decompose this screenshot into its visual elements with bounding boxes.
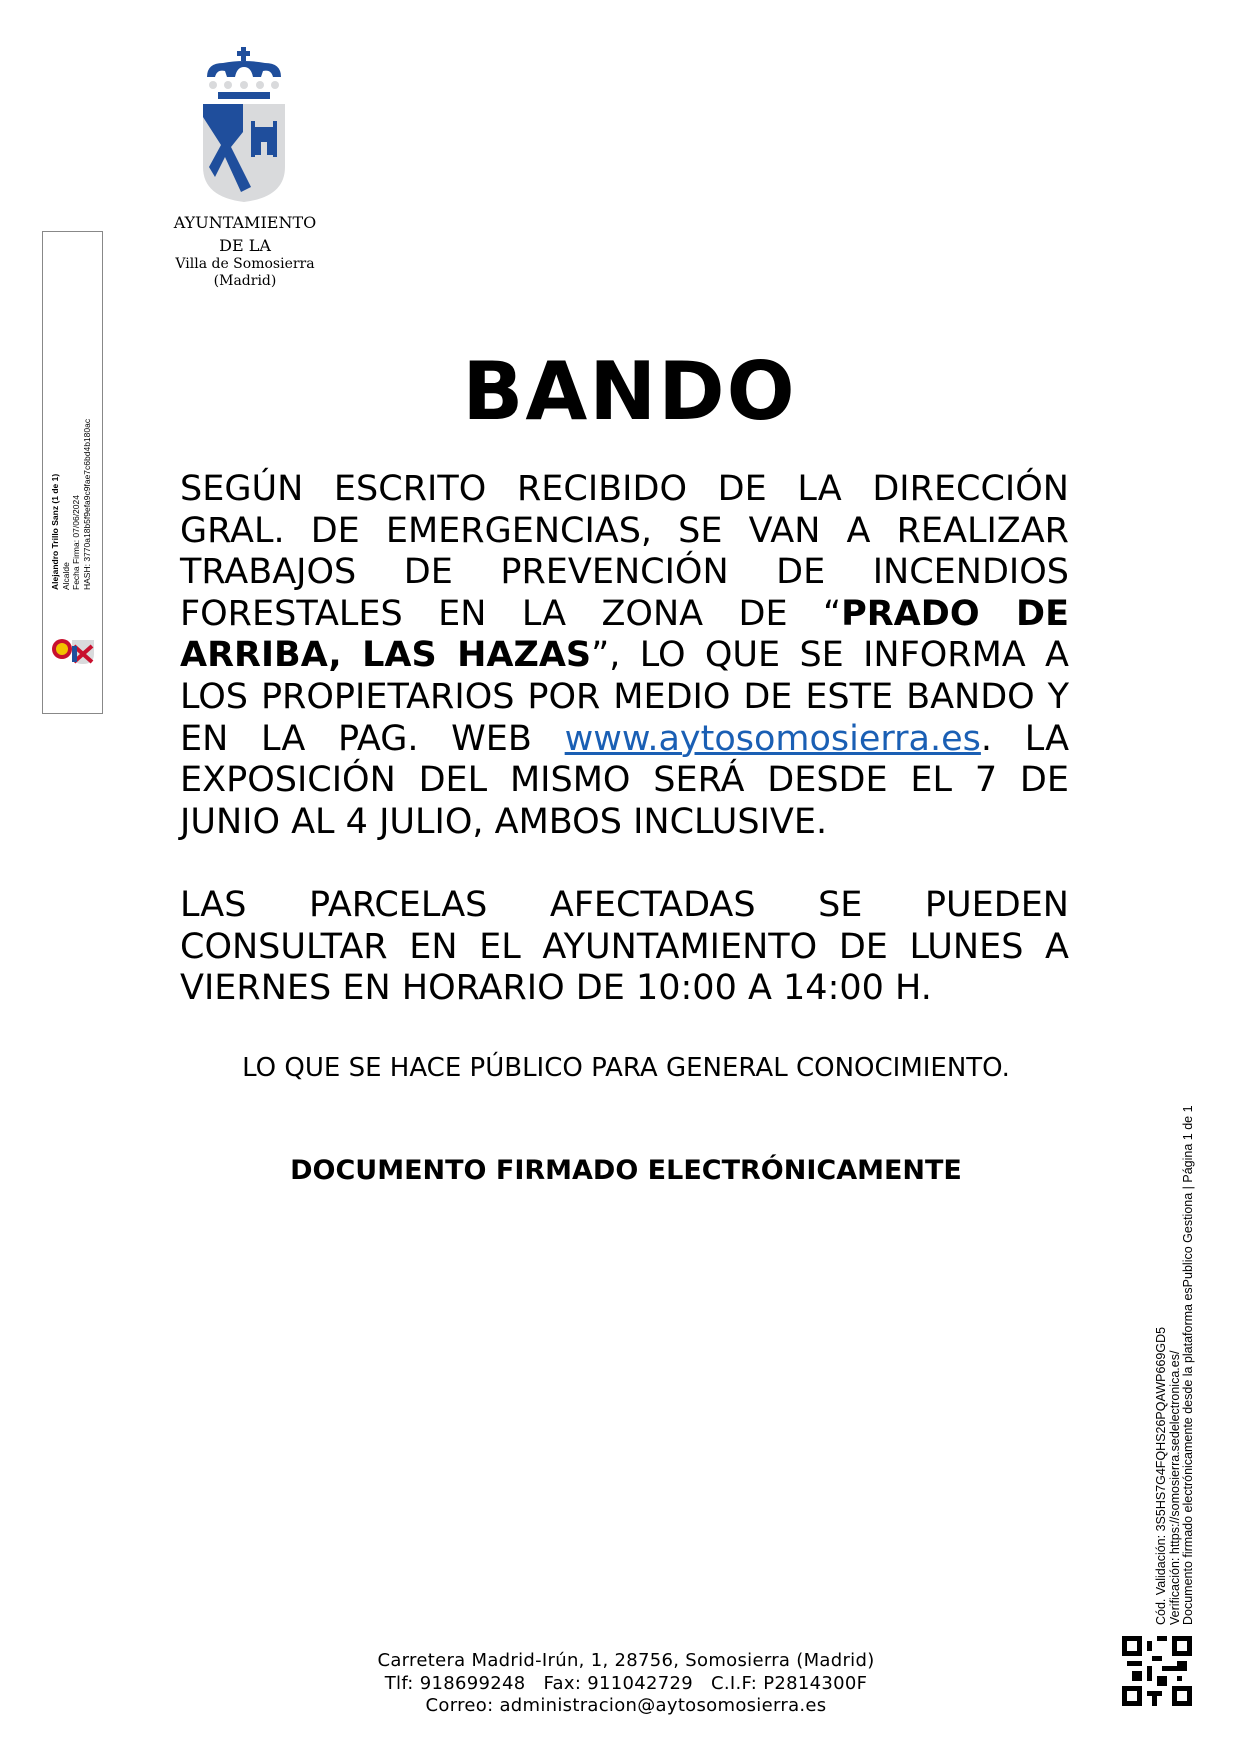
municipality-line3: Villa de Somosierra bbox=[175, 256, 315, 272]
page-title: BANDO bbox=[462, 345, 797, 438]
verification-url: Verificación: https://somosierra.sedelectronica.es/ bbox=[1167, 1350, 1182, 1625]
signature-box bbox=[42, 231, 103, 714]
website-link[interactable]: www.aytosomosierra.es bbox=[564, 718, 981, 759]
zone-name: PRADO DE ARRIBA, LAS HAZAS bbox=[180, 593, 1069, 676]
footer-address: Carretera Madrid-Irún, 1, 28756, Somosierra (Madrid) bbox=[377, 1650, 875, 1671]
signature-hash: HASH: 3770a18b5f9efa9c9fae7c6bd4b180ac bbox=[81, 418, 92, 590]
paragraph-2: LAS PARCELAS AFECTADAS SE PUEDEN CONSULTAR EN EL AYUNTAMIENTO DE LUNES A VIERNES EN HORARIO DE 10:00 A 14:00 H. bbox=[180, 885, 1069, 1009]
footer-contact: Tlf: 918699248 Fax: 911042729 C.I.F: P2814300F bbox=[384, 1672, 868, 1694]
municipality-line1: AYUNTAMIENTO bbox=[173, 213, 317, 232]
footer bbox=[0, 1650, 1241, 1718]
verification-text bbox=[1155, 1105, 1196, 1625]
signer-name: Alejandro Trillo Sanz (1 de 1) bbox=[50, 473, 60, 590]
signature-date: Fecha Firma: 07/06/2024 bbox=[71, 495, 81, 590]
signature-text bbox=[50, 419, 92, 590]
paragraph-1-text-3: . LA EXPOSICIÓN DEL MISMO SERÁ DESDE EL 7 DE JUNIO AL 4 JULIO, AMBOS INCLUSIVE. bbox=[180, 718, 1070, 842]
paragraph-1-text-2: ”, LO QUE SE INFORMA A LOS PROPIETARIOS POR MEDIO DE ESTE BANDO Y EN LA PAG. WEB bbox=[180, 635, 1069, 759]
platform-note: Documento firmado electrónicamente desde la plataforma esPublico Gestiona | Página 1 de 1 bbox=[1181, 1105, 1195, 1625]
qr-code-icon bbox=[1122, 1636, 1192, 1706]
municipality-line2: DE LA bbox=[219, 236, 271, 255]
signer-role: Alcalde bbox=[60, 562, 71, 590]
paragraph-1 bbox=[180, 469, 1069, 843]
footer-email: Correo: administracion@aytosomosierra.es bbox=[425, 1695, 827, 1716]
signature-seal-icon bbox=[50, 632, 96, 666]
signed-notice: DOCUMENTO FIRMADO ELECTRÓNICAMENTE bbox=[290, 1155, 962, 1186]
municipality-line4: (Madrid) bbox=[213, 273, 277, 289]
public-notice: LO QUE SE HACE PÚBLICO PARA GENERAL CONOCIMIENTO. bbox=[242, 1053, 1010, 1083]
paragraph-1-text: SEGÚN ESCRITO RECIBIDO DE LA DIRECCIÓN GRAL. DE EMERGENCIAS, SE VAN A REALIZAR TRABAJOS DE PREVENCIÓN DE INCENDIOS FORESTALES EN LA ZONA DE “ bbox=[180, 469, 1069, 634]
coat-of-arms-logo bbox=[203, 47, 285, 202]
validation-code: Cód. Validación: 3S5HS7G4FQHS26PQAWP669GD5 bbox=[1154, 1326, 1168, 1625]
